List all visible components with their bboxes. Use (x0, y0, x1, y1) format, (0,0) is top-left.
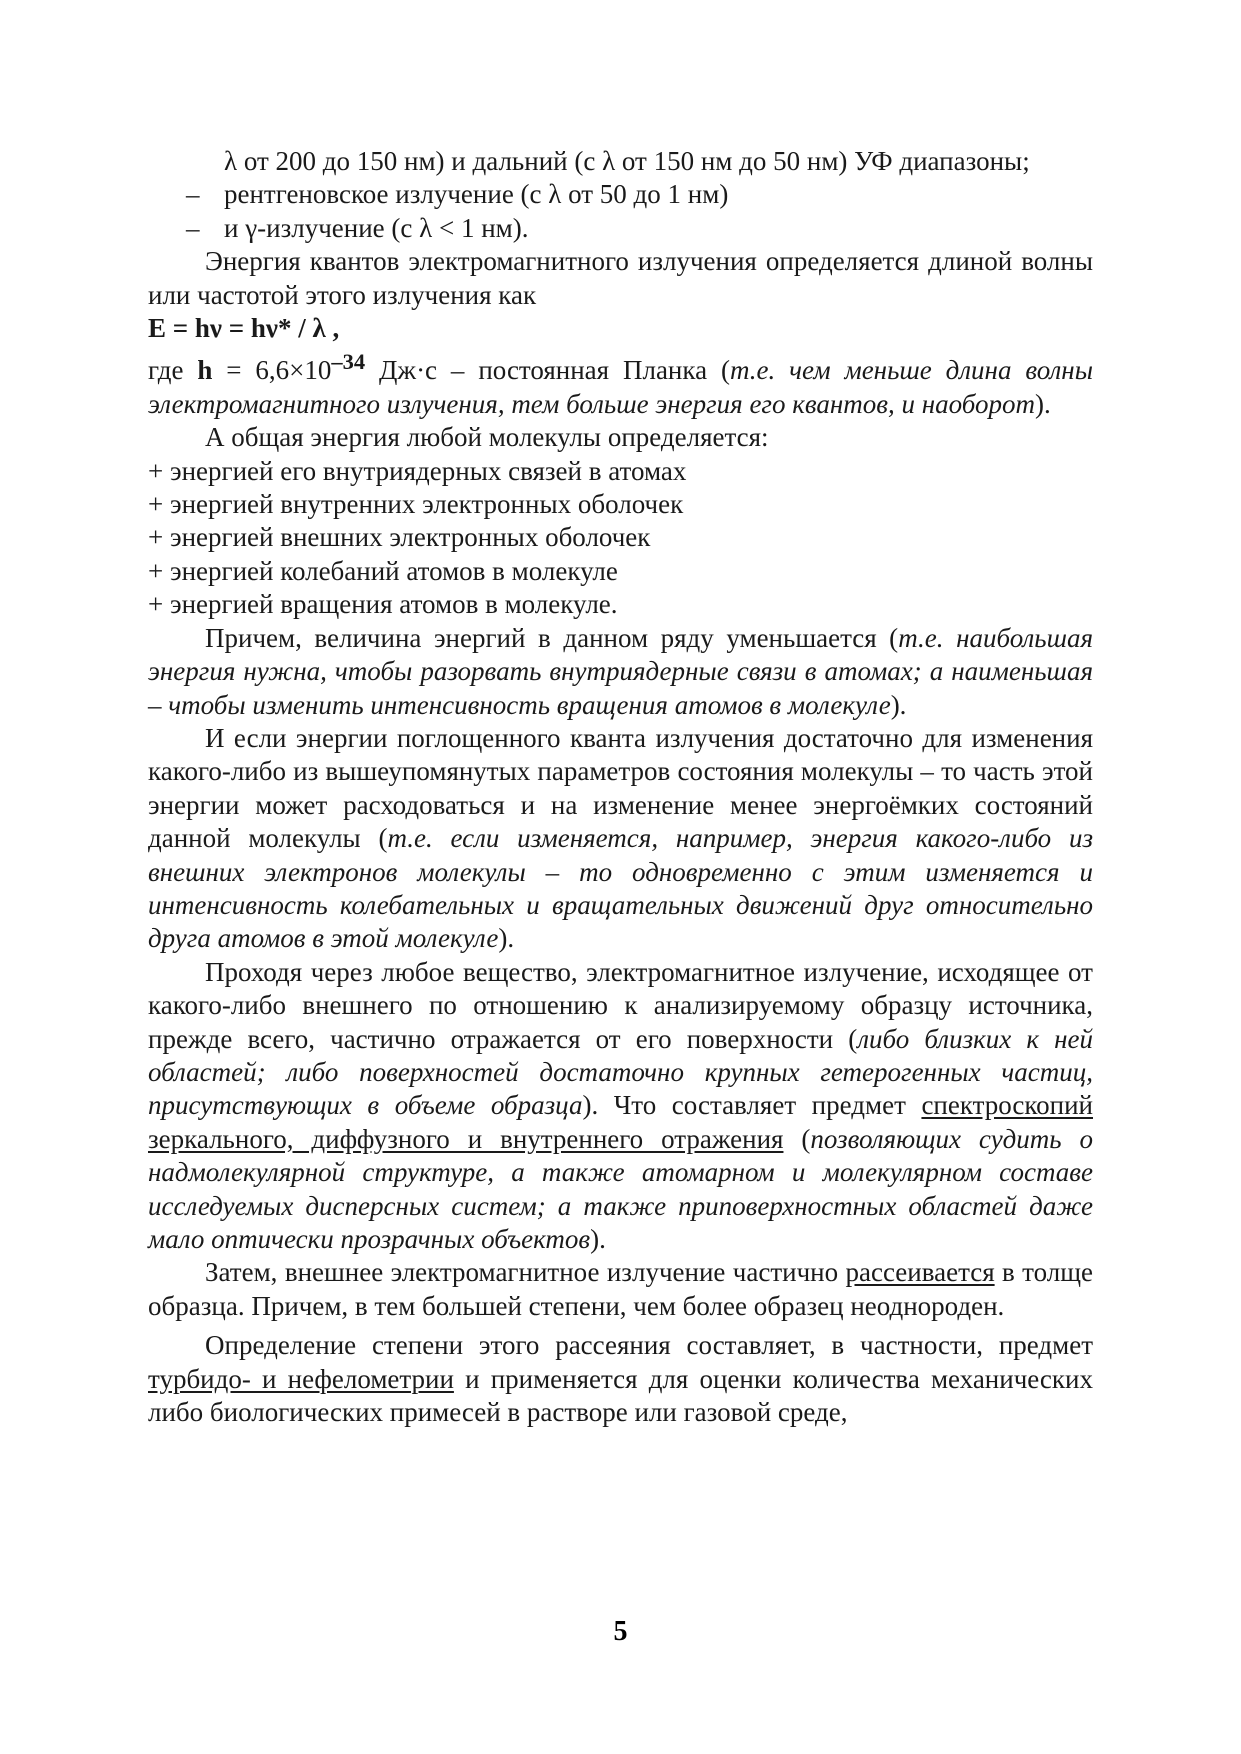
underlined-term: спектроскопий зеркального, диффузного и внутреннего отражения (148, 1090, 1093, 1154)
list-item-text: и γ-излучение (с λ < 1 нм). (224, 212, 529, 243)
list-item: + энергией вращения атомов в молекуле. (148, 589, 618, 620)
list-item: + энергией его внутриядерных связей в атомах (148, 455, 687, 486)
list-item-text: рентгеновское излучение (с λ от 50 до 1 нм) (224, 179, 729, 210)
text-run: = 6,6×10 (212, 355, 332, 386)
paragraph (148, 1256, 1093, 1323)
dash-marker: – (186, 179, 200, 210)
list-item (148, 178, 1093, 211)
italic-note: позволяющих судить о надмолекулярной структуре, а также атомарном и молекулярном составе исследуемых дисперсных систем; а также приповерхностных областей даже мало оптически прозрачных объектов (148, 1123, 1094, 1254)
text-run: и применяется для оценки количества механических либо биологических примесей в растворе или газовой среде, (148, 1363, 1093, 1428)
list-item: + энергией колебаний атомов в молекуле (148, 555, 618, 586)
text-run: Определение степени этого рассеяния составляет, в частности, предмет (205, 1330, 1093, 1361)
paragraph (148, 1329, 1093, 1429)
text-run: ( (783, 1123, 811, 1154)
text-run: где (148, 355, 198, 386)
paragraph (148, 345, 1093, 421)
italic-note: т.е. если изменяется, например, энергия какого-либо из внешних электронов молекулы – то одновременно с этим изменяется и интенсивность колебательных и вращательных движений друг относительно друга атомов в этой молекуле (148, 823, 1093, 954)
dash-marker: – (186, 212, 200, 243)
paragraph (148, 956, 1093, 1257)
page-body (148, 145, 1093, 1429)
paragraph: А общая энергия любой молекулы определяется: (205, 422, 769, 453)
formula: E = hν = hν* / λ , (148, 313, 340, 344)
text-run: в толще образца. Причем, в тем большей степени, чем более образец неоднороден. (148, 1257, 1093, 1321)
paragraph (148, 722, 1093, 956)
paragraph: Энергия квантов электромагнитного излучения определяется длиной волны или частотой этого излучения как (148, 246, 1093, 310)
text-run: ). Что составляет предмет (582, 1090, 922, 1121)
text-run: Причем, величина энергий в данном ряду уменьшается ( (205, 622, 899, 653)
italic-note: либо близких к ней областей; либо поверхностей достаточно крупных гетерогенных частиц, присутствующих в объеме образца (148, 1023, 1093, 1121)
page-number: 5 (613, 1616, 628, 1647)
list-item: + энергией внешних электронных оболочек (148, 522, 651, 553)
underlined-term: турбидо- и нефелометрии (148, 1363, 454, 1394)
text-run: ). (1035, 388, 1051, 419)
text-run: И если энергии поглощенного кванта излучения достаточно для изменения какого-либо из вышеупомянутых параметров состояния молекулы – то часть этой энергии может расходоваться и на изменение менее энергоёмких состояний данной молекулы ( (148, 722, 1093, 854)
text-run: ). (890, 689, 907, 720)
text-run: ). (590, 1224, 606, 1254)
text-run: Проходя через любое вещество, электромагнитное излучение, исходящее от какого-либо внешнего по отношению к анализируемому образцу источника, прежде всего, частично отражается от его поверхности ( (148, 956, 1093, 1054)
text-run: ). (498, 923, 515, 954)
text-run: Дж·с – постоянная Планка ( (365, 355, 730, 386)
underlined-term: рассеивается (845, 1257, 995, 1288)
paragraph (148, 622, 1093, 722)
list-item: + энергией внутренних электронных оболочек (148, 489, 684, 520)
italic-note: т.е. наибольшая энергия нужна, чтобы разорвать внутриядерные связи в атомах; а наименьшая – чтобы изменить интенсивность вращения атомов в молекуле (148, 622, 1094, 720)
italic-note: т.е. чем меньше длина волны электромагнитного излучения, тем больше энергия его квантов, и наоборот (148, 355, 1093, 419)
exponent: –34 (331, 349, 366, 375)
text-run: Затем, внешнее электромагнитное излучение частично (205, 1257, 846, 1288)
list-item (148, 212, 1093, 245)
symbol: h (197, 355, 213, 386)
text-line: λ от 200 до 150 нм) и дальний (с λ от 150 нм до 50 нм) УФ диапазоны; (224, 146, 1030, 176)
